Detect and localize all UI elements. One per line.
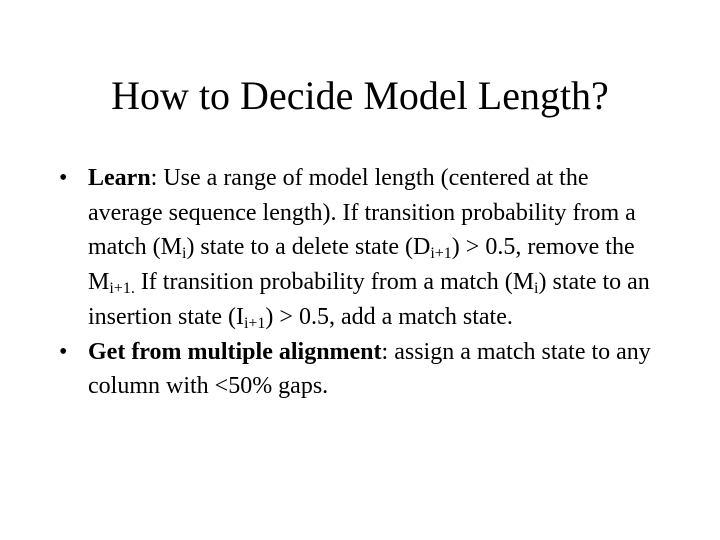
bullet-list bbox=[56, 161, 666, 404]
bullet-icon: • bbox=[59, 165, 68, 191]
bullet-text: : assign a match state to any column with <50% gaps. bbox=[88, 338, 651, 400]
bullet-keyword-alignment: Get from multiple alignment bbox=[88, 338, 382, 365]
subscript-i-plus-1: i+1 bbox=[243, 314, 266, 332]
subscript-i: i bbox=[181, 245, 187, 263]
bullet-text: ) > 0.5, add a match state. bbox=[265, 303, 513, 330]
bullet-text: If transition probability from a match (M bbox=[134, 269, 535, 296]
subscript-i-plus-1: i+1 bbox=[430, 245, 452, 263]
bullet-text: : Use a range of model length (centered at the average sequence length). If transition probability from a match (M bbox=[88, 165, 636, 261]
bullet-learn bbox=[56, 161, 666, 335]
bullet-icon: • bbox=[59, 338, 68, 365]
bullet-text: ) state to an insertion state (I bbox=[88, 269, 650, 330]
bullet-keyword-learn: Learn bbox=[88, 165, 151, 191]
subscript-i-plus-1: i+1. bbox=[109, 280, 135, 298]
bullet-text: ) state to a delete state (D bbox=[186, 234, 431, 261]
bullet-alignment bbox=[56, 335, 666, 404]
bullet-text: ) > 0.5, remove the M bbox=[88, 234, 635, 296]
subscript-i: i bbox=[534, 280, 539, 298]
slide-title: How to Decide Model Length? bbox=[111, 73, 609, 118]
